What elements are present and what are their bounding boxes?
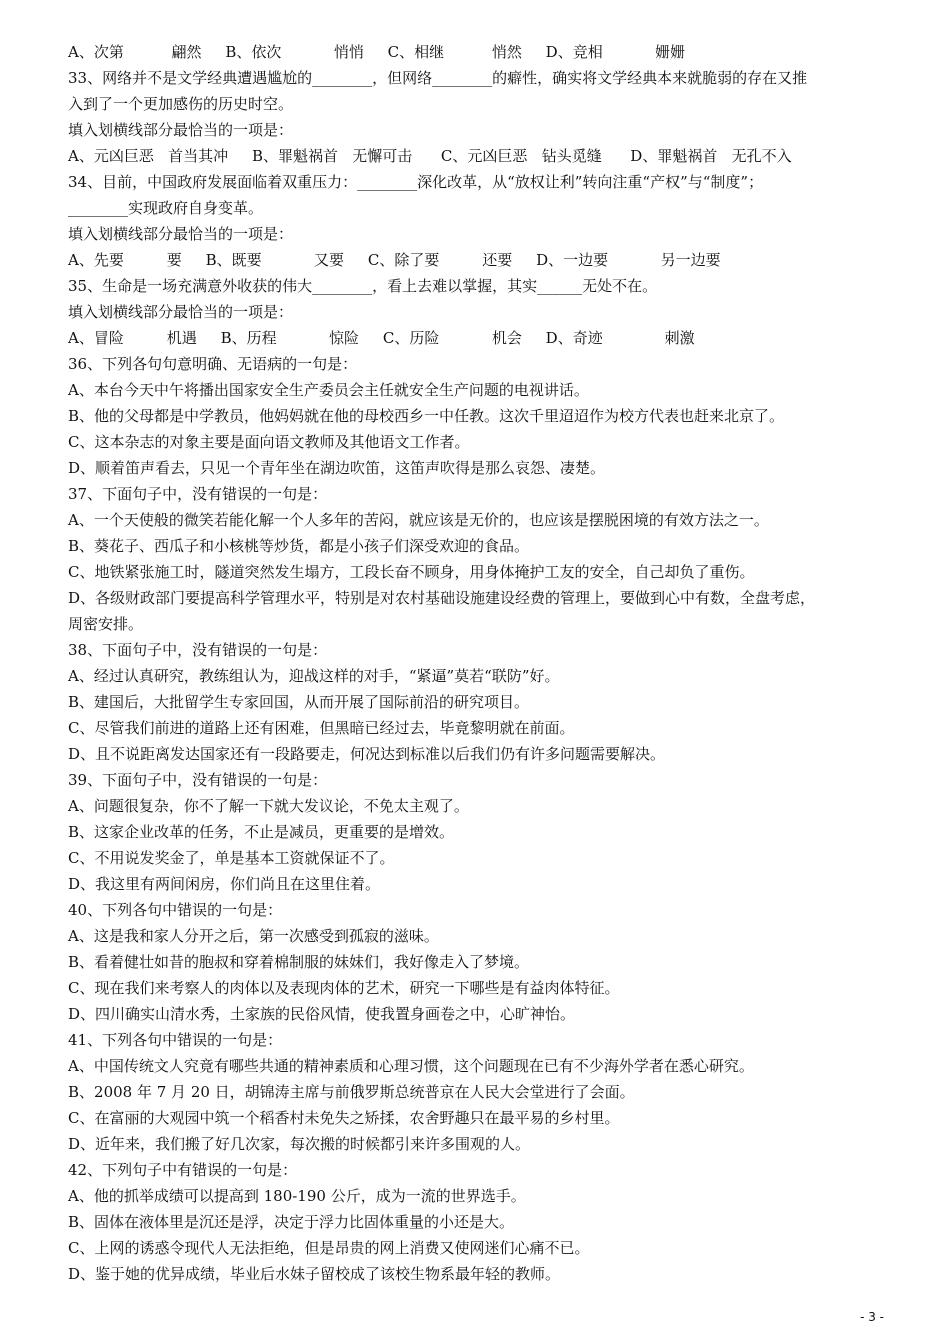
text-line: 填入划横线部分最恰当的一项是：: [68, 121, 294, 139]
text-line: B、葵花子、西瓜子和小核桃等炒货，都是小孩子们深受欢迎的食品。: [68, 537, 530, 555]
text-line: A、冒险 机遇 B、历程 惊险 C、历险 机会 D、奇迹 刺激: [68, 329, 695, 347]
text-line: A、先要 要 B、既要 又要 C、除了要 还要 D、一边要 另一边要: [68, 251, 721, 269]
text-line: 填入划横线部分最恰当的一项是：: [68, 303, 294, 321]
text-line: D、鉴于她的优异成绩，毕业后水妹子留校成了该校生物系最年轻的教师。: [68, 1265, 561, 1283]
text-line: D、四川确实山清水秀，土家族的民俗风情，使我置身画卷之中，心旷神怡。: [68, 1005, 576, 1023]
text-line: C、尽管我们前进的道路上还有困难，但黑暗已经过去，毕竟黎明就在前面。: [68, 719, 575, 737]
text-line: C、不用说发奖金了，单是基本工资就保证不了。: [68, 849, 395, 867]
text-line: A、经过认真研究，教练组认为，迎战这样的对手，“紧逼”莫若“联防”好。: [68, 667, 560, 685]
text-line: 入到了一个更加感伤的历史时空。: [68, 95, 294, 113]
text-line: A、问题很复杂，你不了解一下就大发议论，不免太主观了。: [68, 797, 469, 815]
text-line: B、看着健壮如昔的胞叔和穿着棉制服的妹妹们，我好像走入了梦境。: [68, 953, 530, 971]
text-line: 34、目前，中国政府发展面临着双重压力：________深化改革，从“放权让利”转向注重“产权”与“制度”；: [68, 173, 764, 191]
text-line: B、2008 年 7 月 20 日，胡锦涛主席与前俄罗斯总统普京在人民大会堂进行了会面。: [68, 1083, 635, 1101]
text-line: A、元凶巨恶 首当其冲 B、罪魁祸首 无懈可击 C、元凶巨恶 钻头觅缝 D、罪魁祸首 无孔不入: [68, 147, 792, 165]
text-line: C、在富丽的大观园中筑一个稻香村未免失之矫揉，农舍野趣只在最平易的乡村里。: [68, 1109, 620, 1127]
text-line: A、他的抓举成绩可以提高到 180-190 公斤，成为一流的世界选手。: [68, 1187, 526, 1205]
text-line: C、上网的诱惑令现代人无法拒绝，但是昂贵的网上消费又使网迷们心痛不已。: [68, 1239, 590, 1257]
text-line: A、这是我和家人分开之后，第一次感受到孤寂的滋味。: [68, 927, 439, 945]
page-number: - 3 -: [860, 1310, 884, 1324]
text-line: 38、下面句子中，没有错误的一句是：: [68, 641, 328, 659]
text-line: A、本台今天中午将播出国家安全生产委员会主任就安全生产问题的电视讲话。: [68, 381, 589, 399]
text-line: B、建国后，大批留学生专家回国，从而开展了国际前沿的研究项目。: [68, 693, 530, 711]
text-line: A、中国传统文人究竟有哪些共通的精神素质和心理习惯，这个问题现在已有不少海外学者在悉心研究。: [68, 1057, 754, 1075]
text-line: 42、下列句子中有错误的一句是：: [68, 1161, 298, 1179]
text-line: ________实现政府自身变革。: [68, 199, 264, 217]
text-line: 40、下列各句中错误的一句是：: [68, 901, 283, 919]
text-line: D、顺着笛声看去，只见一个青年坐在湖边吹笛，这笛声吹得是那么哀怨、凄楚。: [68, 459, 606, 477]
text-line: B、他的父母都是中学教员，他妈妈就在他的母校西乡一中任教。这次千里迢迢作为校方代表也赶来北京了。: [68, 407, 785, 425]
text-line: 填入划横线部分最恰当的一项是：: [68, 225, 294, 243]
text-line: 41、下列各句中错误的一句是：: [68, 1031, 283, 1049]
text-line: A、一个天使般的微笑若能化解一个人多年的苦闷，就应该是无价的，也应该是摆脱困境的有效方法之一。: [68, 511, 769, 529]
text-line: C、这本杂志的对象主要是面向语文教师及其他语文工作者。: [68, 433, 470, 451]
text-line: A、次第 翩然 B、依次 悄悄 C、相继 悄然 D、竞相 姗姗: [68, 43, 686, 61]
text-line: 37、下面句子中，没有错误的一句是：: [68, 485, 328, 503]
text-line: 33、网络并不是文学经典遭遇尴尬的________，但网络________的癖性，确实将文学经典本来就脆弱的存在又推: [68, 69, 808, 87]
text-line: D、且不说距离发达国家还有一段路要走，何况达到标准以后我们仍有许多问题需要解决。: [68, 745, 666, 763]
text-line: 35、生命是一场充满意外收获的伟大________，看上去难以掌握，其实______无处不在。: [68, 277, 658, 295]
text-line: D、近年来，我们搬了好几次家，每次搬的时候都引来许多围观的人。: [68, 1135, 531, 1153]
text-line: D、各级财政部门要提高科学管理水平，特别是对农村基础设施建设经费的管理上，要做到心中有数，全盘考虑，: [68, 589, 816, 607]
text-line: 周密安排。: [68, 615, 144, 633]
text-line: 39、下面句子中，没有错误的一句是：: [68, 771, 328, 789]
text-line: B、这家企业改革的任务，不止是减员，更重要的是增效。: [68, 823, 455, 841]
text-line: D、我这里有两间闲房，你们尚且在这里住着。: [68, 875, 381, 893]
text-line: 36、下列各句句意明确、无语病的一句是：: [68, 355, 358, 373]
text-line: C、地铁紧张施工时，隧道突然发生塌方，工段长奋不顾身，用身体掩护工友的安全，自己却负了重伤。: [68, 563, 755, 581]
text-line: B、固体在液体里是沉还是浮，决定于浮力比固体重量的小还是大。: [68, 1213, 515, 1231]
text-line: C、现在我们来考察人的肉体以及表现肉体的艺术，研究一下哪些是有益肉体特征。: [68, 979, 620, 997]
